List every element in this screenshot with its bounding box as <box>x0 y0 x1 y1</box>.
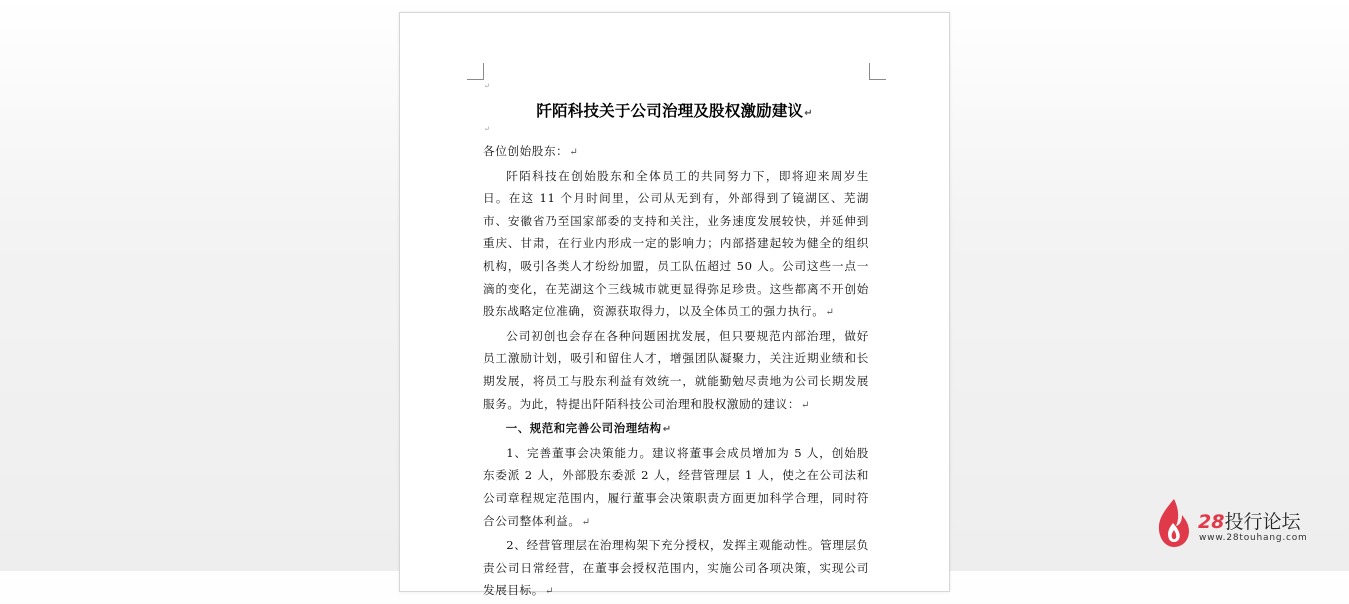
list-item-paragraph[interactable]: 2、经营管理层在治理构架下充分授权，发挥主观能动性。管理层负责公司日常经营，在董事会授权范围内，实施公司各项决策，实现公司发展目标。↵ <box>483 538 869 598</box>
watermark-url: www.28touhang.com <box>1199 533 1308 543</box>
margin-corner-mark-left <box>467 63 484 80</box>
paragraph-mark-icon: ↵ <box>484 82 490 90</box>
document-body[interactable] <box>483 140 869 604</box>
greeting-paragraph[interactable]: 各位创始股东：↵ <box>483 144 578 158</box>
list-item-paragraph[interactable]: 1、完善董事会决策能力。建议将董事会成员增加为 5 人，创始股东委派 2 人，外部股东委派 2 人，经营管理层 1 人，使之在公司法和公司章程规定范围内，履行董事会决策职责方面更加科学合理，同时符合公司整体利益。↵ <box>483 445 869 528</box>
body-paragraph[interactable]: 阡陌科技在创始股东和全体员工的共同努力下，即将迎来周岁生日。在这 11 个月时间里，公司从无到有，外部得到了镜湖区、芜湖市、安徽省乃至国家部委的支持和关注，业务速度发展较快，并延伸到重庆、甘肃，在行业内形成一定的影响力；内部搭建起较为健全的组织机构，吸引各类人才纷纷加盟，员工队伍超过 50 人。公司这些一点一滴的变化，在芜湖这个三线城市就更显得弥足珍贵。这些都离不开创始股东战略定位准确，资源获取得力，以及全体员工的强力执行。↵ <box>483 168 869 319</box>
body-paragraph[interactable]: 公司初创也会存在各种问题困扰发展，但只要规范内部治理，做好员工激励计划，吸引和留住人才，增强团队凝聚力，关注近期业绩和长期发展，将员工与股东利益有效统一，就能勤勉尽责地为公司长期发展服务。为此，特提出阡陌科技公司治理和股权激励的建议：↵ <box>483 328 869 411</box>
document-page <box>399 12 950 598</box>
flame-icon <box>1154 497 1194 549</box>
margin-corner-mark-right <box>869 63 886 80</box>
watermark-name: 28投行论坛 <box>1198 511 1301 533</box>
paragraph-mark-icon: ↵ <box>484 125 490 133</box>
document-title[interactable]: 阡陌科技关于公司治理及股权激励建议↵ <box>536 102 813 120</box>
watermark-logo <box>1154 497 1334 549</box>
section-heading[interactable]: 一、规范和完善公司治理结构↵ <box>505 421 672 436</box>
